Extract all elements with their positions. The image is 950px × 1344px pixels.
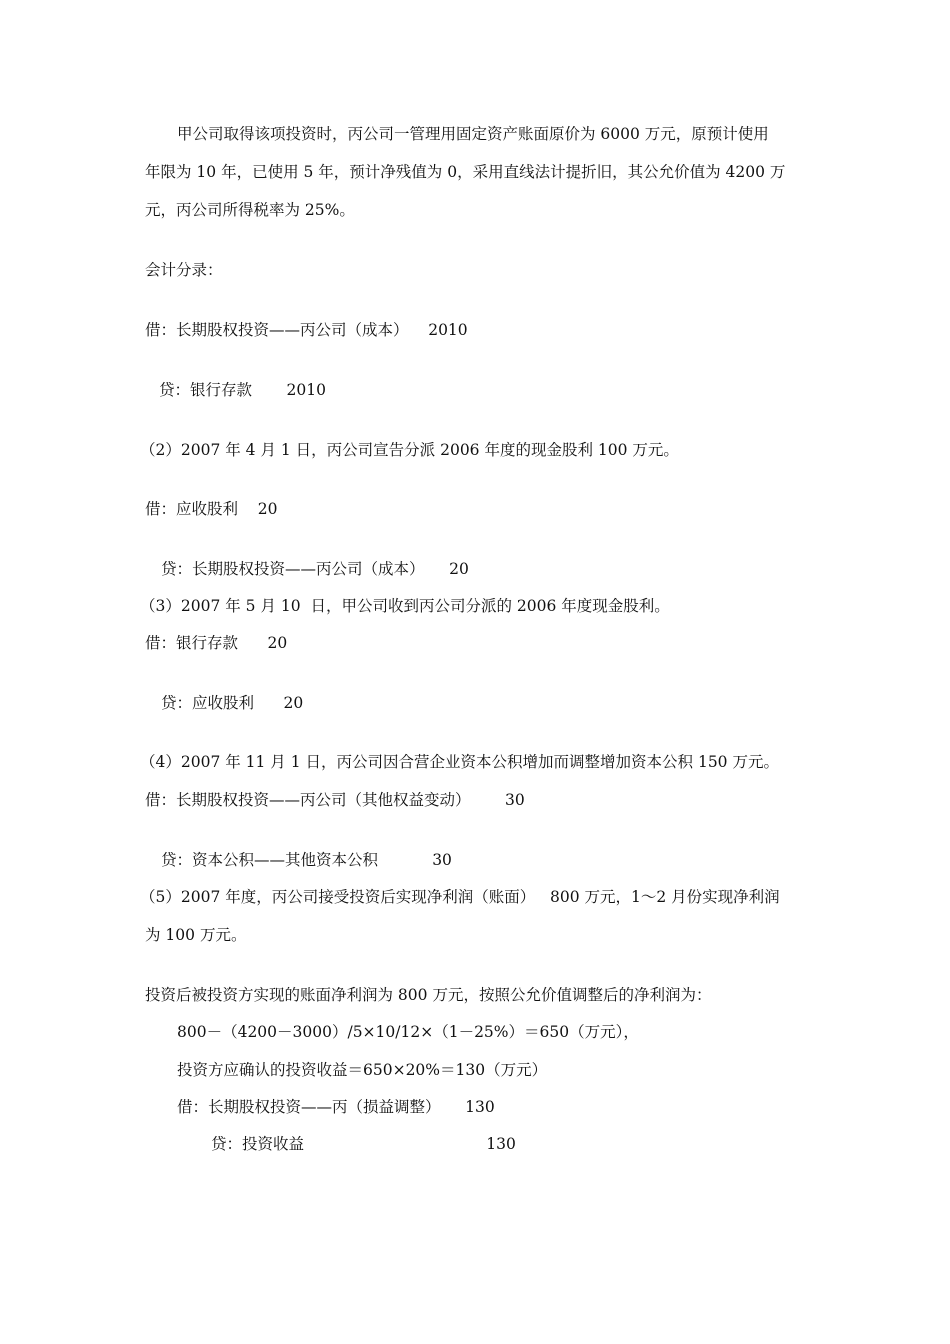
intro-line-3: 元，丙公司所得税率为 25%。	[145, 201, 355, 219]
entry-2-credit: 贷：长期股权投资——丙公司（成本） 20	[161, 560, 469, 578]
item-3: （3）2007 年 5 月 10 日，甲公司收到丙公司分派的 2006 年度现金股利。	[140, 597, 670, 615]
entry-1-debit: 借：长期股权投资——丙公司（成本） 2010	[145, 321, 468, 339]
entry-4-debit: 借：长期股权投资——丙公司（其他权益变动） 30	[145, 791, 525, 809]
calc-income: 投资方应确认的投资收益＝650×20%＝130（万元）	[177, 1061, 548, 1079]
entries-heading: 会计分录：	[145, 261, 223, 279]
entry-5-debit: 借：长期股权投资——丙（损益调整） 130	[177, 1098, 495, 1116]
entry-2-debit: 借：应收股利 20	[145, 500, 278, 518]
entry-3-credit: 贷：应收股利 20	[161, 694, 304, 712]
item-4: （4）2007 年 11 月 1 日，丙公司因合营企业资本公积增加而调整增加资本公积 150 万元。	[140, 753, 779, 771]
calc-intro: 投资后被投资方实现的账面净利润为 800 万元，按照公允价值调整后的净利润为：	[145, 986, 712, 1004]
intro-line-1: 甲公司取得该项投资时，丙公司一管理用固定资产账面原价为 6000 万元，原预计使用	[177, 125, 769, 143]
item-2: （2）2007 年 4 月 1 日，丙公司宣告分派 2006 年度的现金股利 100 万元。	[140, 441, 679, 459]
item-5-line-2: 为 100 万元。	[145, 926, 247, 944]
entry-3-debit: 借：银行存款 20	[145, 634, 288, 652]
entry-1-credit: 贷：银行存款 2010	[159, 381, 326, 399]
item-5-line-1: （5）2007 年度，丙公司接受投资后实现净利润（账面） 800 万元，1～2 月份实现净利润	[140, 888, 780, 906]
entry-4-credit: 贷：资本公积——其他资本公积 30	[161, 851, 452, 869]
entry-5-credit: 贷：投资收益 130	[211, 1135, 516, 1153]
calc-formula: 800－（4200－3000）/5×10/12×（1－25%）＝650（万元），	[177, 1023, 639, 1041]
intro-line-2: 年限为 10 年，已使用 5 年，预计净残值为 0，采用直线法计提折旧，其公允价值为 4200 万	[145, 163, 786, 181]
